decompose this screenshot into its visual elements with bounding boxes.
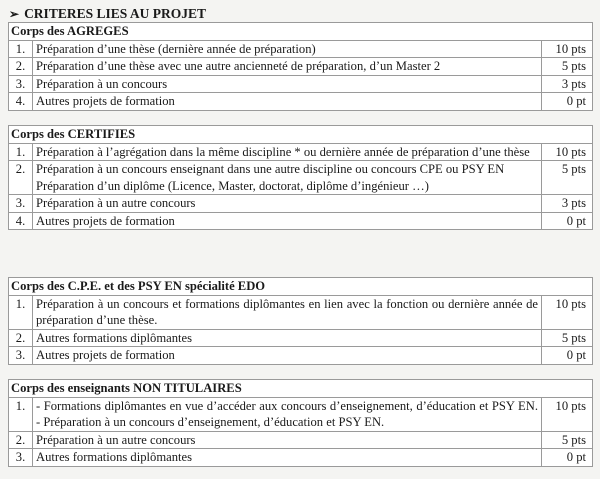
row-points: 0 pt: [541, 347, 592, 365]
table-row: [9, 195, 593, 213]
row-criterion: Préparation à un concours et formations diplômantes en lien avec la fonction ou dernière année de préparation d’une thèse.: [33, 295, 542, 329]
table-row: [9, 295, 593, 329]
row-criterion: Autres projets de formation: [33, 347, 542, 365]
row-number: 4.: [9, 212, 33, 230]
row-points: 0 pt: [541, 212, 592, 230]
row-points: 10 pts: [541, 397, 592, 431]
row-points: 0 pt: [541, 449, 592, 467]
row-points: 3 pts: [542, 75, 593, 93]
row-number: 1.: [9, 40, 33, 58]
row-number: 2.: [9, 58, 33, 76]
table-row: [9, 40, 593, 58]
table-row: [9, 212, 593, 230]
table-header-row: [9, 126, 593, 144]
table-row: [9, 75, 593, 93]
row-number: 1.: [9, 397, 33, 431]
row-criterion: Préparation d’une thèse avec une autre ancienneté de préparation, d’un Master 2: [33, 58, 542, 76]
row-points: 5 pts: [542, 58, 593, 76]
arrow-bullet-icon: ➢: [9, 7, 20, 21]
table-row: [9, 329, 593, 347]
table-row: [9, 449, 593, 467]
section-heading: Corps des C.P.E. et des PSY EN spécialité EDO: [9, 278, 593, 296]
criteria-table-agreges: [8, 22, 593, 111]
row-points: 5 pts: [541, 161, 592, 195]
row-number: 2.: [9, 329, 33, 347]
row-criterion: Préparation à l’agrégation dans la même discipline * ou dernière année de préparation d’une thèse: [33, 143, 542, 161]
row-number: 3.: [9, 195, 33, 213]
row-points: 10 pts: [542, 40, 593, 58]
row-criterion: Autres projets de formation: [33, 93, 542, 111]
row-criterion: Autres formations diplômantes: [33, 329, 542, 347]
row-criterion: - Formations diplômantes en vue d’accéder aux concours d’enseignement, d’éducation et PSY EN. - Préparation à un concours d’enseignement, d’éducation et PSY EN.: [33, 397, 542, 431]
row-points: 5 pts: [541, 329, 592, 347]
table-row: [9, 143, 593, 161]
row-criterion: Préparation à un concours enseignant dans une autre discipline ou concours CPE ou PSY EN Préparation d’un diplôme (Licence, Master, doctorat, diplôme d’ingénieur …): [33, 161, 542, 195]
row-points: 5 pts: [541, 431, 592, 449]
page-title-text: CRITERES LIES AU PROJET: [24, 6, 206, 21]
row-criterion: Préparation à un concours: [33, 75, 542, 93]
table-header-row: [9, 380, 593, 398]
row-criterion: Autres projets de formation: [33, 212, 542, 230]
row-number: 3.: [9, 347, 33, 365]
row-points: 10 pts: [541, 143, 592, 161]
table-row: [9, 347, 593, 365]
row-number: 1.: [9, 143, 33, 161]
table-header-row: [9, 278, 593, 296]
row-number: 3.: [9, 75, 33, 93]
row-number: 2.: [9, 161, 33, 195]
section-heading: Corps des AGREGES: [9, 23, 593, 41]
table-row: [9, 397, 593, 431]
row-criterion: Préparation d’une thèse (dernière année de préparation): [33, 40, 542, 58]
table-row: [9, 431, 593, 449]
table-row: [9, 58, 593, 76]
table-row: [9, 93, 593, 111]
row-criterion: Préparation à un autre concours: [33, 431, 542, 449]
table-row: [9, 161, 593, 195]
row-criterion: Préparation à un autre concours: [33, 195, 542, 213]
row-number: 3.: [9, 449, 33, 467]
criteria-table-non-titulaires: [8, 379, 593, 467]
table-header-row: [9, 23, 593, 41]
row-criterion: Autres formations diplômantes: [33, 449, 542, 467]
row-points: 0 pt: [542, 93, 593, 111]
row-points: 3 pts: [541, 195, 592, 213]
row-number: 1.: [9, 295, 33, 329]
criteria-table-cpe-psy-en: [8, 277, 593, 365]
section-heading: Corps des enseignants NON TITULAIRES: [9, 380, 593, 398]
row-points: 10 pts: [541, 295, 592, 329]
section-heading: Corps des CERTIFIES: [9, 126, 593, 144]
criteria-table-certifies: [8, 125, 593, 230]
row-number: 4.: [9, 93, 33, 111]
page-title: [9, 5, 206, 23]
row-number: 2.: [9, 431, 33, 449]
